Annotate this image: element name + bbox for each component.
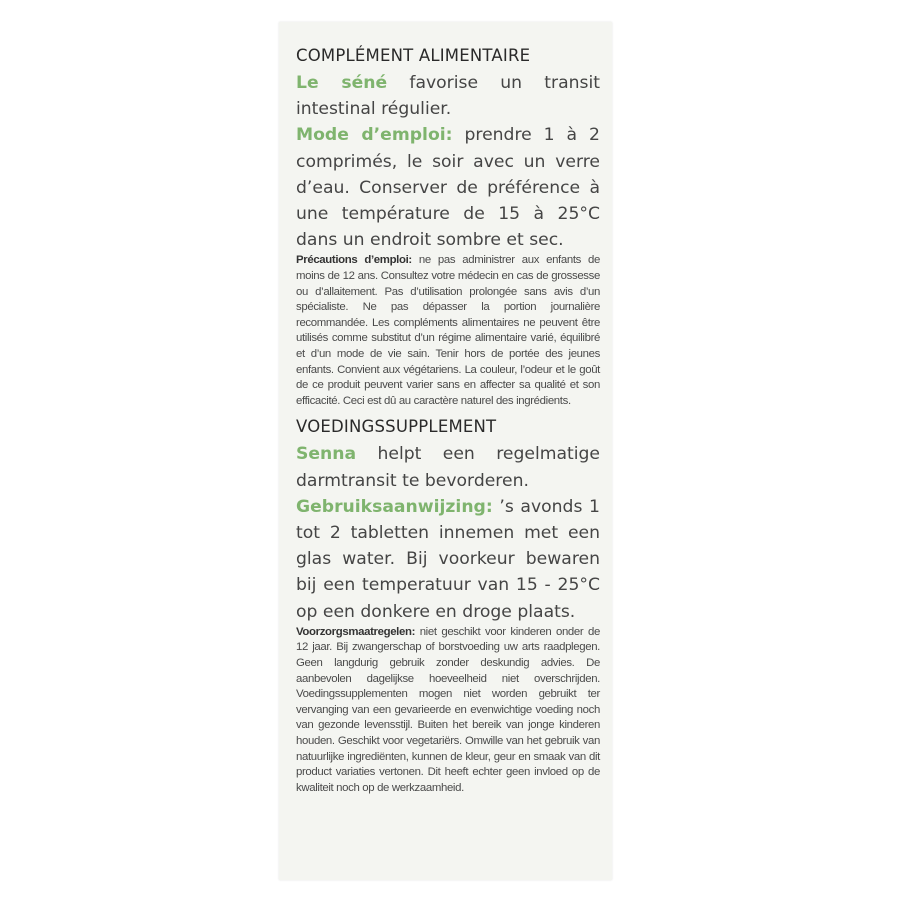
dutch-benefit-text <box>296 441 600 493</box>
dutch-usage-text <box>296 494 600 625</box>
french-benefit-text <box>296 70 600 122</box>
french-benefit-body: favorise un transit intestinal régulier. <box>296 73 600 120</box>
dutch-heading: VOEDINGSSUPPLEMENT <box>296 417 497 437</box>
french-precautions-lead: Précautions d’emploi: <box>296 254 412 267</box>
dutch-benefit-body: helpt een regelmatige darmtransit te bevorderen. <box>296 444 600 491</box>
dutch-precautions-text <box>296 625 600 797</box>
french-benefit-lead: Le séné <box>296 73 388 93</box>
dutch-precautions-body: niet geschikt voor kinderen onder de 12 jaar. Bij zwangerschap of borstvoeding uw arts raadplegen. Geen langdurig gebruik zonder deskundig advies. De aanbevolen dagelijkse hoeveelheid niet overschrijden. Voedingssupplementen mogen niet worden gebruikt ter vervanging van een gevarieerde en evenwichtige voeding noch van gezonde levensstijl. Buiten het bereik van jonge kinderen houden. Geschikt voor vegetariërs. Omwille van het gebruik van natuurlijke ingrediënten, kunnen de kleur, geur en smaak van dit product variaties vertonen. Dit heeft echter geen invloed op de kwaliteit noch op de werkzaamheid. <box>296 625 600 794</box>
french-precautions-body: ne pas administrer aux enfants de moins de 12 ans. Consultez votre médecin en cas de grossesse ou d’allaitement. Pas d’utilisation prolongée sans avis d’un spécialiste. Ne pas dépasser la portion journalière recommandée. Les compléments alimentaires ne peuvent être utilisés comme substitut d’un régime alimentaire varié, équilibré et d’un mode de vie sain. Tenir hors de portée des jeunes enfants. Convient aux végétariens. La couleur, l’odeur et le goût de ce produit peuvent varier sans en affecter sa qualité et son efficacité. Ceci est dû au caractère naturel des ingrédients. <box>296 254 601 407</box>
dutch-usage-body: ’s avonds 1 tot 2 tabletten innemen met een glas water. Bij voorkeur bewaren bij een temperatuur van 15 - 25°C op een donkere en droge plaats. <box>296 496 600 622</box>
dutch-benefit-lead: Senna <box>296 444 357 465</box>
dutch-precautions-lead: Voorzorgsmaatregelen: <box>296 625 416 638</box>
french-precautions-text <box>296 253 600 409</box>
dutch-usage-lead: Gebruiksaanwijzing: <box>296 496 493 517</box>
french-usage-lead: Mode d’emploi: <box>296 125 453 146</box>
french-usage-text <box>296 122 600 253</box>
product-label-panel <box>279 22 612 880</box>
french-usage-body: prendre 1 à 2 comprimés, le soir avec un verre d’eau. Conserver de préférence à une température de 15 à 25°C dans un endroit sombre et sec. <box>296 125 600 251</box>
french-heading: COMPLÉMENT ALIMENTAIRE <box>296 46 531 65</box>
